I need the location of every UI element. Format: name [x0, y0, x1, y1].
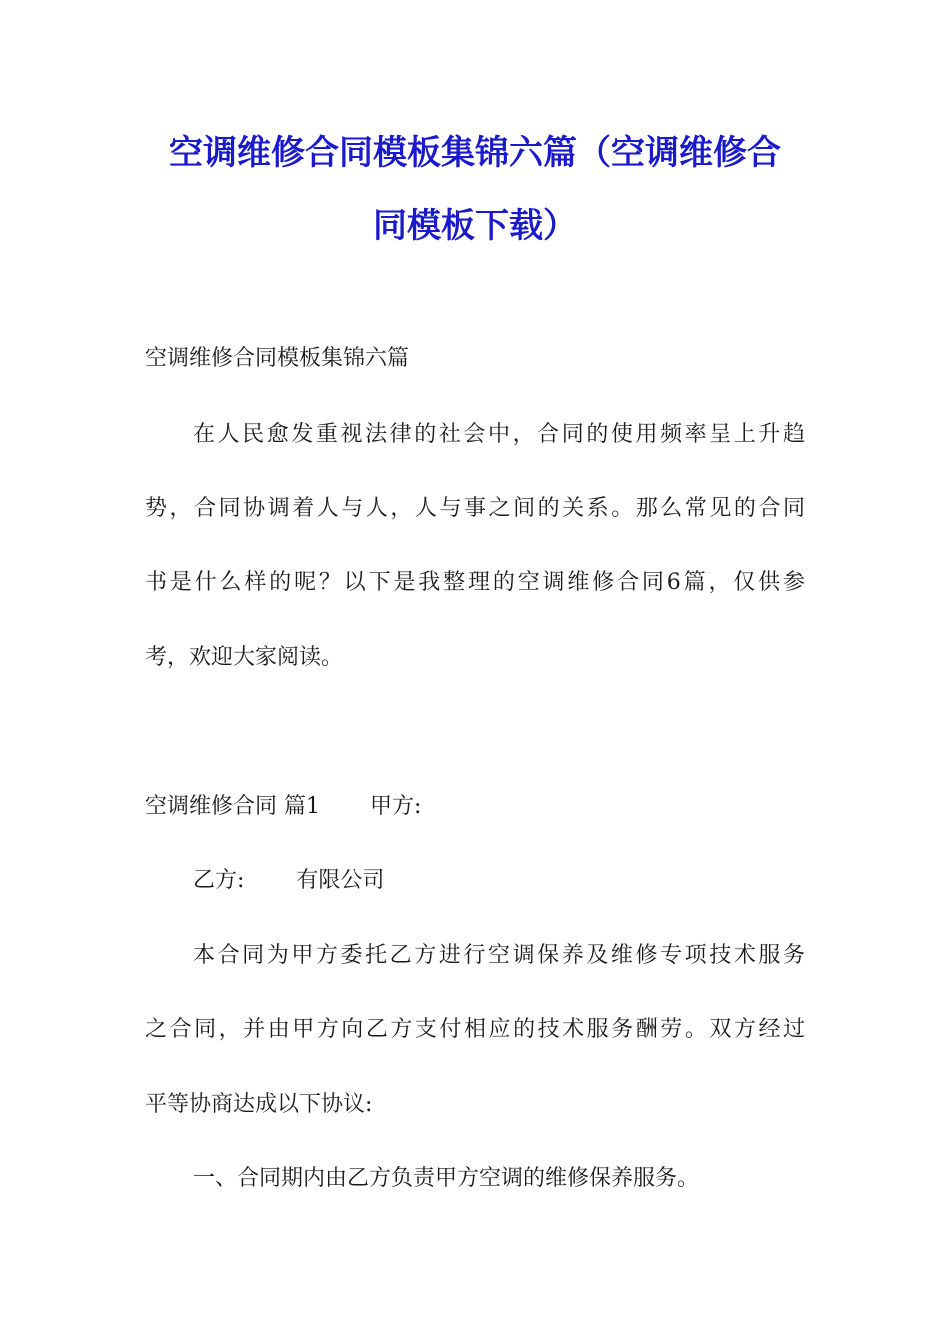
section-1-heading: 空调维修合同 篇1: [145, 794, 320, 819]
intro-line-4: 考，欢迎大家阅读。: [145, 645, 344, 670]
section-1-para-line-3: 平等协商达成以下协议:: [145, 1092, 373, 1117]
intro-line-3: 书是什么样的呢？以下是我整理的空调维修合同6篇，仅供参: [145, 570, 805, 595]
party-a-label: 甲方:: [370, 794, 422, 819]
clause-1: 一、合同期内由乙方负责甲方空调的维修保养服务。: [193, 1166, 700, 1191]
section-1-heading-row: [145, 792, 421, 822]
intro-line-1: 在人民愈发重视法律的社会中，合同的使用频率呈上升趋: [193, 422, 805, 447]
intro-line-2: 势，合同协调着人与人，人与事之间的关系。那么常见的合同: [145, 496, 805, 521]
document-title-line-1: 空调维修合同模板集锦六篇（空调维修合: [169, 133, 781, 173]
party-b-label: 乙方:: [193, 868, 245, 893]
party-b-name: 有限公司: [296, 868, 385, 893]
section-1-para-line-2: 之合同，并由甲方向乙方支付相应的技术服务酬劳。双方经过: [145, 1017, 805, 1042]
section-1-para-line-1: 本合同为甲方委托乙方进行空调保养及维修专项技术服务: [193, 943, 805, 968]
subtitle: 空调维修合同模板集锦六篇: [145, 346, 410, 371]
document-title-line-2: 同模板下载）: [373, 206, 577, 246]
party-b-row: [193, 866, 384, 896]
